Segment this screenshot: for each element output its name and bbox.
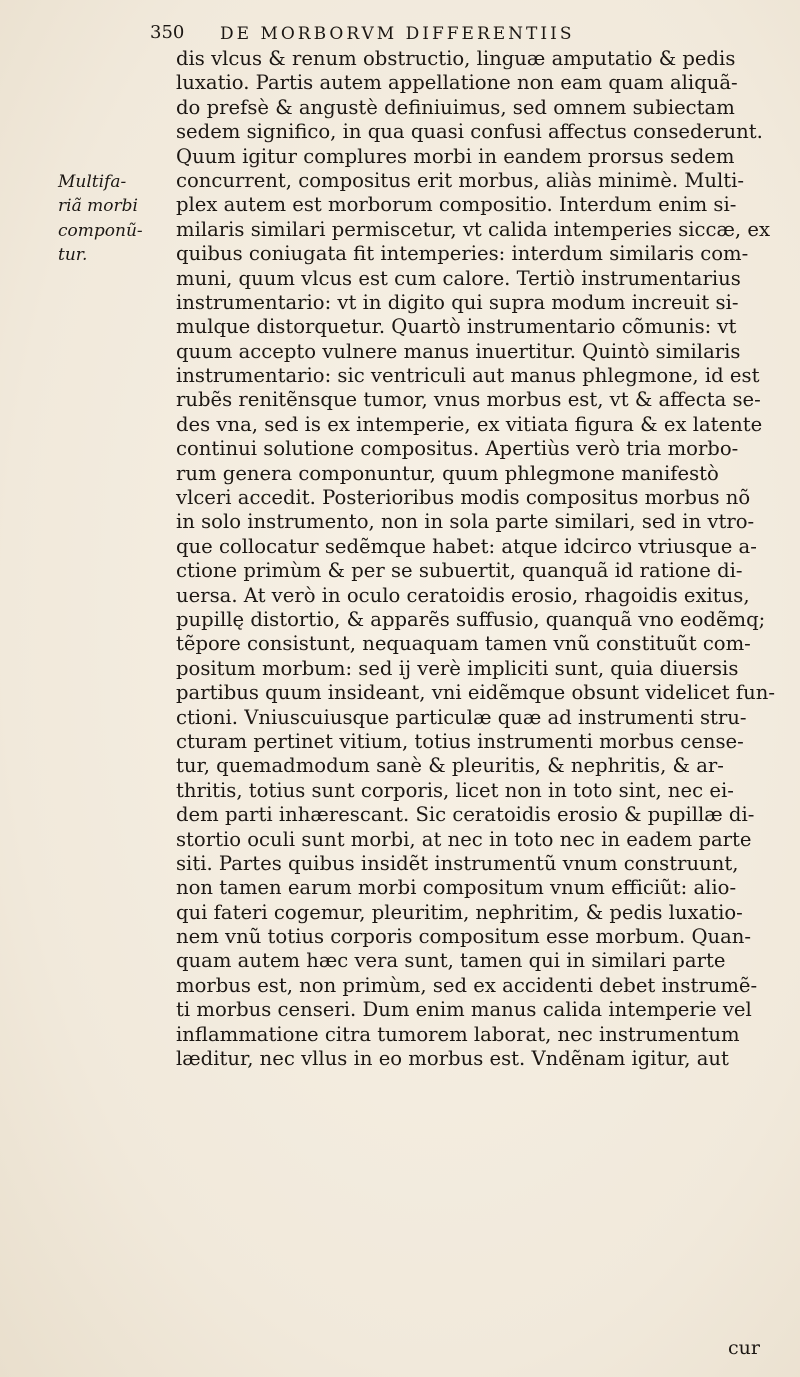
text-line: Quum igitur complures morbi in eandem prorsus sedem (176, 144, 735, 168)
text-line: tẽpore consistunt, nequaquam tamen vnũ constituũt com- (176, 632, 751, 656)
page-header (150, 18, 770, 48)
margin-note-line: riã morbi (58, 196, 138, 217)
text-line: in solo instrumento, non in sola parte similari, sed in vtro- (176, 510, 755, 534)
margin-note (58, 170, 173, 268)
text-line: instrumentario: sic ventriculi aut manus phlegmone, id est (176, 364, 760, 388)
text-line: ti morbus censeri. Dum enim manus calida intemperie vel (176, 998, 752, 1022)
text-line: læditur, nec vllus in eo morbus est. Vndẽnam igitur, aut (176, 1047, 729, 1071)
text-line: qui fateri cogemur, pleuritim, nephritim, & pedis luxatio- (176, 900, 743, 924)
text-line: thritis, totius sunt corporis, licet non in toto sint, nec ei- (176, 778, 734, 802)
page-number: 350 (150, 22, 185, 43)
text-line: nem vnũ totius corporis compositum esse morbum. Quan- (176, 925, 752, 949)
text-line: continui solutione compositus. Apertiùs verò tria morbo- (176, 437, 739, 461)
text-line: ctioni. Vniuscuiusque particulæ quæ ad instrumenti stru- (176, 705, 747, 729)
text-line: luxatio. Partis autem appellatione non eam quam aliquã- (176, 71, 738, 95)
text-line: morbus est, non primùm, sed ex accidenti debet instrumẽ- (176, 973, 758, 997)
text-line: uersa. At verò in oculo ceratoidis erosio, rhagoidis exitus, (176, 583, 750, 607)
margin-note-line: componũ- (58, 220, 143, 241)
text-line: plex autem est morborum compositio. Interdum enim si- (176, 193, 737, 217)
text-line: siti. Partes quibus insidẽt instrumentũ vnum construunt, (176, 851, 739, 875)
text-line: milaris similari permiscetur, vt calida intemperies siccæ, ex (176, 217, 771, 241)
text-line: que collocatur sedẽmque habet: atque idcirco vtriusque a- (176, 534, 757, 558)
text-line: cturam pertinet vitium, totius instrumenti morbus cense- (176, 729, 744, 753)
text-line: rubẽs renitẽnsque tumor, vnus morbus est, vt & affecta se- (176, 388, 761, 412)
text-line: partibus quum insideant, vni eidẽmque obsunt videlicet fun- (176, 681, 776, 705)
body-text (176, 47, 786, 1071)
text-line: vlceri accedit. Posterioribus modis compositus morbus nõ (176, 486, 751, 510)
text-line: mulque distorquetur. Quartò instrumentario cõmunis: vt (176, 315, 737, 339)
text-line: des vna, sed is ex intemperie, ex vitiata figura & ex latente (176, 412, 763, 436)
text-line: concurrent, compositus erit morbus, aliàs minimè. Multi- (176, 168, 745, 192)
text-line: rum genera componuntur, quum phlegmone manifestò (176, 461, 719, 485)
text-line: muni, quum vlcus est cum calore. Tertiò instrumentarius (176, 266, 741, 290)
text-line: positum morbum: sed ij verè impliciti sunt, quia diuersis (176, 656, 739, 680)
text-line: dem parti inhærescant. Sic ceratoidis erosio & pupillæ di- (176, 803, 755, 827)
catchword: cur (728, 1337, 760, 1359)
text-line: ctione primùm & per se subuertit, quanquã id ratione di- (176, 559, 743, 583)
text-line: quibus coniugata fit intemperies: interdum similaris com- (176, 242, 749, 266)
margin-note-line: Multifa- (58, 172, 127, 192)
margin-note-line: tur. (58, 245, 88, 266)
text-line: do prefsè & angustè definiuimus, sed omnem subiectam (176, 95, 735, 119)
text-line: pupillę distortio, & apparẽs suffusio, quanquã vno eodẽmq; (176, 607, 766, 631)
text-line: instrumentario: vt in digito qui supra modum increuit si- (176, 290, 739, 314)
text-line: sedem significo, in qua quasi confusi affectus consederunt. (176, 120, 763, 144)
text-line: dis vlcus & renum obstructio, linguæ amputatio & pedis (176, 47, 736, 70)
text-line: non tamen earum morbi compositum vnum efficiũt: alio- (176, 876, 737, 900)
text-line: quam autem hæc vera sunt, tamen qui in similari parte (176, 949, 726, 973)
text-line: stortio oculi sunt morbi, at nec in toto nec in eadem parte (176, 827, 752, 851)
text-line: tur, quemadmodum sanè & pleuritis, & nephritis, & ar- (176, 754, 724, 778)
text-line: inflammatione citra tumorem laborat, nec instrumentum (176, 1022, 740, 1046)
text-line: quum accepto vulnere manus inuertitur. Quintò similaris (176, 339, 741, 363)
running-title: DE MORBORVM DIFFERENTIIS (220, 24, 575, 44)
